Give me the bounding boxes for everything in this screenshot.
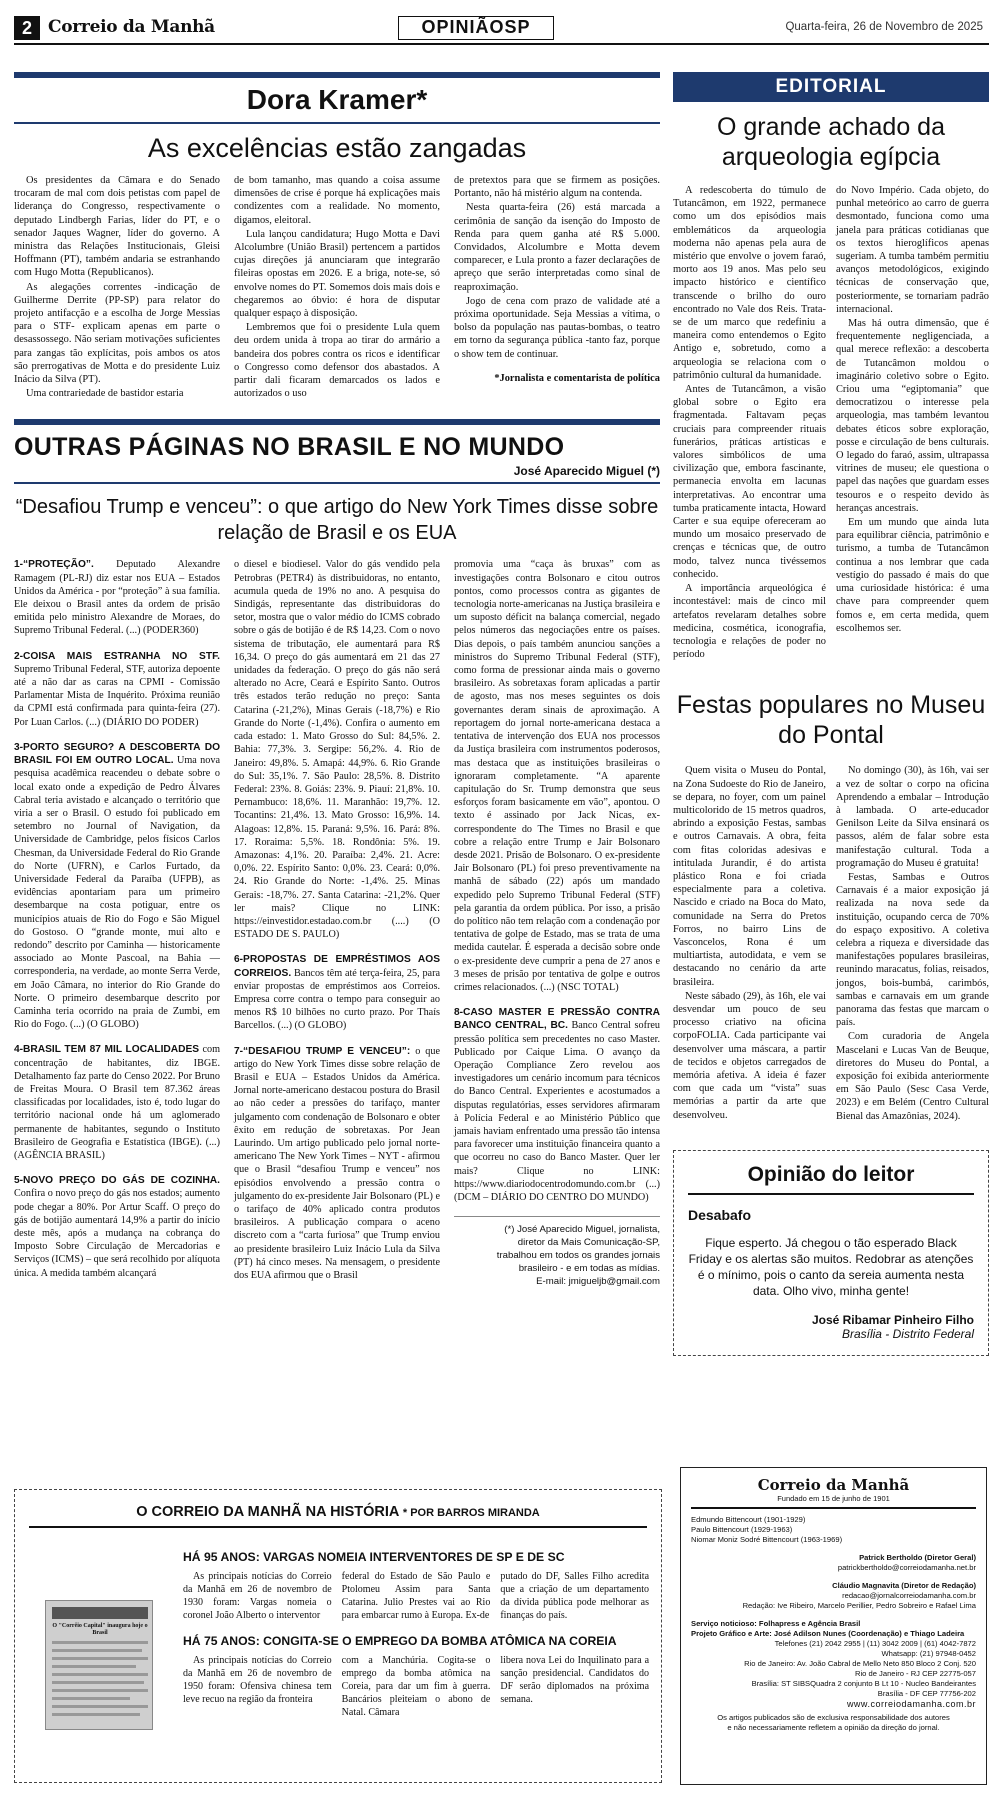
kramer-col-2 <box>234 174 440 401</box>
paragraph: Festas, Sambas e Outros Carnavais é a maior exposição já realizada na nova sede da instituição, ocupando cerca de 70% do espaço expositivo. A coletiva celebra a riqueza e diversidade das manifestações populares brasileiras, reunindo maracatus, folias, reisados, jongos, bois-bumbá, carimbós, sambas e carnavais em um grande panorama das festas que marcam o país. <box>836 871 989 1029</box>
editorial-title: O grande achado da arqueologia egípcia <box>717 113 945 171</box>
director-redacao-email: redacao@jornalcorreiodamanha.com.br <box>842 1590 976 1600</box>
kramer-top-bar <box>14 72 660 78</box>
historia-item-1-head: HÁ 95 ANOS: VARGAS NOMEIA INTERVENTORES DE SP E DE SC <box>183 1550 565 1564</box>
website-link[interactable]: www.correiodamanha.com.br <box>846 1698 976 1709</box>
outras-col-3 <box>454 558 660 1294</box>
founder: Niomar Moniz Sodré Bittencourt (1963-1969) <box>691 1534 843 1544</box>
outras-body <box>14 558 660 1294</box>
festas-col-2 <box>836 764 989 1123</box>
outras-title: OUTRAS PÁGINAS NO BRASIL E NO MUNDO <box>14 433 565 462</box>
kramer-signature: *Jornalista e comentarista de política <box>494 372 660 384</box>
outras-headline: “Desafiou Trump e venceu”: o que artigo do New York Times disse sobre relação de Brasil e os EUA <box>15 496 659 545</box>
historia-box <box>14 1489 662 1783</box>
editorial-col-1 <box>673 184 826 662</box>
news-item: 8-CASO MASTER E PRESSÃO CONTRA BANCO CENTRAL, BC. Banco Central sofreu pressão política sem precedentes no caso Master. Publicado por Caique Lima. O avanço da Operação Compliance Zero revelou aos investigadores um cenário incomum para técnicos do Banco Central. Experientes e acostumados a disputas regulatórias, esses servidores afirmaram à Polícia Federal e ao Ministério Público que jamais haviam enfrentado uma pressão tão intensa para favorecer uma instituição financeira quanto a que ocorreu no caso do Banco Master. Quer ler mais? Clique no LINK: https://www.diariodocentrodomundo.com.br (...) (DCM – DIÁRIO DO CENTRO DO MUNDO) <box>454 1007 660 1203</box>
outras-col-1 <box>14 558 220 1294</box>
contact-line: Brasília: ST SIBSQuadra 2 conjunto B Lt 10 - Nucleo Bandeirantes <box>751 1678 976 1688</box>
servico-noticioso: Serviço noticioso: Folhapress e Agência Brasil <box>691 1618 861 1628</box>
news-item: 3-PORTO SEGURO? A DESCOBERTA DO BRASIL FOI EM OUTRO LOCAL. Uma nova pesquisa acadêmica reacendeu o debate sobre o local exato onde a expedição de Pedro Álvares Cabral teria avistado e alcançado o território que viria a ser o Brasil. O estudo foi publicado em setembro no Journal of Navigation, da Universidade de Cambridge, pelos físicos Carlos Chesman, da Universidade Federal do Rio Grande do Norte (UFRN), e Carlos Furtado, da Universidade Federal da Paraíba (UFPB), as evidências apontariam para um primeiro desembarque na costa potiguar, entre os municípios atuais de Rio do Fogo e São Miguel do Gostoso. O “grande monte, mui alto e redondo” descrito por Caminha — historicamente associado ao Monte Pascoal, na Bahia — corresponderia, na verdade, ao monte Serra Verde, em João Câmara, no interior do Rio Grande do Norte. O primeiro desembarque descrito por Caminha teria ocorrido na praia de Zumbi, em Rio do Fogo. (...) (O GLOBO) <box>14 741 220 1031</box>
expediente-founded: Fundado em 15 de junho de 1901 <box>777 1494 890 1503</box>
paragraph: A importância arqueológica é incontestável: mais de cinco mil artefatos revelaram detalhes sobre medicina, cosmética, iconografia, tecnologia e relações de poder no período <box>673 583 826 661</box>
paragraph: Antes de Tutancâmon, a visão global sobre o Egito era fragmentada. Faltavam peças cruciais para compreender rituais funerários, práticas artísticas e valores simbólicos de uma civilização que, embora fascinante, permanecia envolta em lacunas interpretativas. Ao encontrar uma tumba praticamente intacta, Howard Carter e sua equipe ofereceram ao mundo um mosaico preservado de crenças e técnicas que, de outro modo, talvez nunca tivéssemos conhecido. <box>673 384 826 580</box>
paragraph: Mas há outra dimensão, que é frequentemente negligenciada, a qual merece reflexão: a descoberta de Tutancâmon moldou o imaginário coletivo sobre o Egito. Criou uma “egiptomania” que democratizou o interesse pela arqueologia, mas também levantou debates éticos sobre exploração, posse e circulação de bens culturais. O legado do faraó, assim, ultrapassa vitrines de museu; ele questiona o papel das nações que guardam esses tesouros e o respeito devido às heranças ancestrais. <box>836 318 989 514</box>
paragraph: Lembremos que foi o presidente Lula quem deu ordem unida à tropa ao tirar do armário a bandeira dos pobres contra os ricos e identificar o Congresso como defensor dos abastados. A partir dali ficaram demarcados os lados e autorizados o uso <box>234 322 440 400</box>
old-newspaper-headline: O "Corrêio Capital" inaugura hoje o Brasil <box>52 1623 148 1636</box>
kramer-body <box>14 174 660 401</box>
paragraph: Uma contrariedade de bastidor estaria <box>26 388 184 400</box>
historia-rule <box>29 1526 647 1528</box>
outras-col-2 <box>234 558 440 1294</box>
director-redacao: Cláudio Magnavita (Diretor de Redação) <box>832 1580 976 1590</box>
kramer-col-3 <box>454 174 660 401</box>
kramer-rule <box>14 122 660 124</box>
author-credit: (*) José Aparecido Miguel, jornalista, diretor da Mais Comunicação-SP, trabalhou em todos os grandes jornais brasileiro - e em todas as mídias. E-mail: jmigueljb@gmail.com <box>454 1216 660 1288</box>
expediente-box <box>680 1467 987 1785</box>
disclaimer: e não necessariamente refletem a opinião da direção do jornal. <box>727 1722 940 1732</box>
paragraph: Com curadoria de Angela Mascelani e Lucas Van de Beuque, diretores do Museu do Pontal, a exposição foi exibida anteriormente em São Paulo (Sesc Casa Verde, 2023) e em Belém (Centro Cultural Bienal das Amazônias, 2024). <box>836 1031 989 1122</box>
contact-line: Rio de Janeiro: Av. João Cabral de Mello Neto 850 Bloco 2 Conj. 520 <box>744 1658 976 1668</box>
page-number: 2 <box>14 16 40 40</box>
editorial-body <box>673 184 989 662</box>
leitor-author: José Ribamar Pinheiro Filho <box>811 1312 974 1327</box>
paragraph: No domingo (30), às 16h, vai ser a vez de soltar o corpo na oficina Aprendendo a embalar – Introdução à lambada. O arte-educador Genilson Leite da Silva ensinará os passos, além de falar sobre esta manifestação cultural. Toda a programação do Museu é gratuita! <box>836 765 989 869</box>
news-item: o diesel e biodiesel. Valor do gás vendido pela Petrobras (PETR4) às distribuidoras, no entanto, acumula queda de 19% no ano. A pesquisa do Sindigás, representante das distribuidoras do setor, mostra que o valor médio do ICMS cobrado sobre o gás de botijão é de R$ 14,23. Com o novo sistema de tributação, ele aumentará para R$ 16,34. O preço do gás aumentará em 21 das 27 unidades da federação. O preço do gás não será alterado no Acre, Ceará e Espírito Santo. Outros três estados terão redução no preço: Santa Catarina (-21,2%), Minas Gerais (-18,7%) e Rio Grande do Norte (-1,4%). Confira o aumento em cada estado: 1. Mato Grosso do Sul: 84,5%. 2. Bahia: 77,3%. 3. Sergipe: 56,2%. 4. Rio de Janeiro: 49,8%. 5. Amapá: 44,9%. 6. Rio Grande do Sul: 35,1%. 7. São Paulo: 28,5%. 8. Distrito Federal: 23%. 8. Goiás: 23%. 9. Piauí: 21,8%. 10. Pernambuco: 18,6%. 11. Maranhão: 19,7%. 12. Tocantins: 21,4%. 13. Mato Grosso: 16,9%. 14. Alagoas: 12,8%. 15. Paraná: 9,5%. 16. Pará: 8%. 17. Roraima: 5,5%. 18. Rondônia: 5%. 19. Amazonas: 4,1%. 20. Paraíba: 2,4%. 21. Acre: 0,0%. 22. Espírito Santo: 0,0%. 23. Ceará: 0,0%. 24. Rio Grande do Norte: -1,4%. 25. Minas Gerais: -18,7%. 27. Santa Catarina: -21,2%. Quer ler mais? Clique no LINK: https://einvestidor.estadao.com.br (....) (O ESTADO DE S. PAULO) <box>234 559 440 941</box>
paragraph: Jogo de cena com prazo de validade até a próxima oportunidade. Seja Messias a vítima, o bolso da população nas pautas-bombas, o teatro em torno da segurança pública -tanto faz, porque o show tem de continuar. <box>454 295 660 360</box>
expediente-paper-name: Correio da Manhã <box>757 1476 910 1494</box>
page-header <box>14 16 989 42</box>
paper-name: Correio da Manhã <box>48 17 215 37</box>
news-item: 1-“PROTEÇÃO”. Deputado Alexandre Ramagem (PL-RJ) diz estar nos EUA – Estados Unidos da América - por “proteção” à sua família. Ele deixou o Brasil antes da ordem de prisão emitida pelo ministro Alexandre de Moraes, do Supremo Tribunal Federal. (...) (PODER360) <box>14 559 220 637</box>
author-email: E-mail: jmigueljb@gmail.com <box>536 1276 660 1288</box>
news-item: 2-COISA MAIS ESTRANHA NO STF. Supremo Tribunal Federal, STF, autoriza depoente até a não dar as caras na CPMI - Comissão Parlamentar Mista de Inquérito. Próxima reunião da CPMI está confirmada para quinta-feira (27). Por Luan Carlos. (...) (DIÁRIO DO PODER) <box>14 650 221 728</box>
paragraph: de pretextos para que se firmem as posições. Portanto, não há mistério algum na contenda. <box>454 175 660 200</box>
paragraph: Neste sábado (29), às 16h, ele vai desvendar um pouco de seu processo criativo na oficina corpoFOLIA. Cada participante vai desenvolver uma máscara, a partir de tecidos e objetos carregados de memória afetiva. A ideia é fazer com que cada um “vista” suas memórias a partir da arte que desenvolveu. <box>673 990 826 1121</box>
projeto-grafico: Projeto Gráfico e Arte: José Adilson Nunes (Coordenação) e Thiago Ladeira <box>691 1628 965 1638</box>
news-item: 7-“DESAFIOU TRUMP E VENCEU”: o que artigo do New York Times disse sobre relação de Brasil e EUA – Estados Unidos da América. Jornal norte-americano destacou postura do Brasil ao não ceder a pressões do tarifaço, manter julgamento com condenação de Bolsonaro e obter êxito em redução de sobretaxas. Por Jean Laurindo. Um artigo publicado pelo jornal norte-americano The New York Times – NYT - afirmou que o Brasil “desafiou Trump e venceu” nos episódios envolvendo a pressão contra o julgamento do ex-presidente Jair Bolsonaro (PL) e o tarifaço de 40% aplicado contra produtos brasileiros. A publicação compara o aceno discreto com a “carta furiosa” que Trump enviou ao presidente brasileiro Luiz Inácio Lula da Silva (PT) há cinco meses. Na mensagem, o presidente dos EUA afirmou que o Brasil <box>234 1045 440 1282</box>
paragraph: Lula lançou candidatura; Hugo Motta e Davi Alcolumbre (União Brasil) pertencem a partidos cujas direções já anunciaram que integrarão fileiras opostas em 2026. E a briga, note-se, só envolve nomes do PT. Somemos dois mais dois e chegaremos ao óbvio: é hora de disputar qualquer espaço à disposição. <box>234 228 440 320</box>
festas-title: Festas populares no Museu do Pontal <box>676 691 986 750</box>
section-tag: OPINIÃOSP <box>398 16 554 40</box>
news-item: 4-BRASIL TEM 87 MIL LOCALIDADES com concentração de habitantes, diz IBGE. Detalhamento faz parte do Censo 2022. Por Bruno de Freitas Moura. O Brasil tem 87.362 áreas classificadas por localidades, isto é, todo lugar do território nacional onde há um aglomerado permanente de habitantes, segundo o Instituto Brasileiro de Geografia e Estatística (IBGE). (...) (AGÊNCIA BRASIL) <box>14 1044 220 1161</box>
opiniao-leitor-box <box>673 1150 989 1356</box>
newspaper-masthead-graphic <box>52 1607 148 1619</box>
kramer-author: Dora Kramer* <box>246 84 428 115</box>
founder: Paulo Bittencourt (1929-1963) <box>691 1524 793 1534</box>
leitor-subtitle: Desabafo <box>688 1206 752 1223</box>
contact-line: Whatsapp: (21) 97948-0452 <box>881 1648 976 1658</box>
director-general-email: patrickbertholdo@correiodamanha.net.br <box>837 1562 976 1572</box>
leitor-title: Opinião do leitor <box>747 1162 915 1186</box>
kramer-col-1 <box>14 174 220 401</box>
leitor-text: Fique esperto. Já chegou o tão esperado Black Friday e os alertas são muitos. Redobrar as atenções é o mínimo, pois o canto da sereia aumenta nesta data. Olho vivo, minha gente! <box>688 1235 974 1298</box>
header-date: Quarta-feira, 26 de Novembro de 2025 <box>785 21 983 33</box>
outras-rule <box>14 482 660 484</box>
contact-line: Brasília - DF CEP 77756-202 <box>877 1688 976 1698</box>
news-item: 5-NOVO PREÇO DO GÁS DE COZINHA. Confira o novo preço do gás nos estados; aumento pode chegar a 80%. Por Artur Scaff. O preço do gás de botijão aumentará 14,9% a partir do início deste mês, após a mudança na cobrança do Imposto Sobre Circulação de Mercadorias e Serviços (ICMS) – que será recolhido por alíquota única. A medida também alcançará <box>14 1175 220 1279</box>
director-general: Patrick Bertholdo (Diretor Geral) <box>859 1552 976 1562</box>
outras-top-bar <box>14 419 660 425</box>
old-newspaper-image <box>45 1600 153 1730</box>
contact-line: Telefones (21) 2042 2955 | (11) 3042 2009 | (61) 4042-7872 <box>774 1638 976 1648</box>
paragraph: Os presidentes da Câmara e do Senado trocaram de mal com dois petistas com papel de liderança do Congresso, respectivamente o deputado Lindbergh Farias, líder do PT, e o senador Jaques Wagner, líder do governo. A ministra das Relações Institucionais, Gleisi Hoffmann (PT), também andaria se estranhando com Hugo Motta (Republicanos). <box>14 175 220 279</box>
festas-body <box>673 764 989 1123</box>
paragraph: As alegações correntes -indicação de Guilherme Derrite (PP-SP) para relator do projeto antifacção e a escolha de Jorge Messias para o STF- explicam apenas em parte o desassossego. Não seriam motivações suficientes para zangas tão explícitas, pois ambos os atos são prerrogativas de Motta e do presidente Luiz Inácio da Silva (PT). <box>14 281 220 386</box>
news-item: promovia uma “caça às bruxas” com as investigações contra Bolsonaro e citou outros pontos, como processos contra as gigantes de tecnologia norte-americanas na Justiça brasileira e um suposto déficit na balança comercial, negado pelos números das negociações entre os países. Dias depois, o país também anunciou sanções a ministros do Supremo Tribunal Federal (STF), como forma de pressionar ainda mais o governo brasileiro. As sobretaxas foram aplicadas a partir de agosto, mas nos meses seguintes os dois governantes deram sinais de aproximação. A reportagem do jornal norte-americana destaca a tentativa de intervenção dos EUA nos processos da Justiça brasileira com instrumentos poderosos, mas destaca que as instituições brasileiras o ignoraram completamente. “A aparente capitulação do Sr. Trump demonstra que seus esforços foram basicamente em vão”, apontou. O texto é assinado por Jack Nicas, ex-correspondente do The Times no Brasil e que cobre a relação entre Trump e Jair Bolsonaro desde 2021. Prisão de Bolsonaro. O ex-presidente Jair Bolsonaro (PL) foi preso preventivamente na manhã de sábado (22) após um mandado expedido pelo Supremo Tribunal Federal (STF) pela garantia da ordem pública. Por isso, a prisão do político não tem relação com a condenação por tentativa de golpe de Estado, mas se trata de uma medida cautelar. É esperada a decisão sobre onde o ex-presidente deve cumprir a pena de 27 anos e 3 meses de prisão por tentativa de golpe e outros crimes relacionados. (...) (NSC TOTAL) <box>454 559 660 993</box>
redacao-team: Redação: Ive Ribeiro, Marcelo Perillier, Pedro Sobreiro e Rafael Lima <box>742 1600 976 1610</box>
disclaimer: Os artigos publicados são de exclusiva responsabilidade dos autores <box>717 1712 950 1722</box>
leitor-place: Brasília - Distrito Federal <box>841 1326 974 1341</box>
kramer-title: As excelências estão zangadas <box>147 133 527 163</box>
editorial-col-2 <box>836 184 989 662</box>
paragraph: Quem visita o Museu do Pontal, na Zona Sudoeste do Rio de Janeiro, se depara, no foyer, com um painel multicolorido de 15 metros quadros, abrindo a exposição Festas, sambas e outros Carnavais. A obra, feita com fitas coloridas adesivas e intitulada Jurandir, é do artista plástico Rona e foi criada especialmente para a coletiva. Nascido e criado na Boca do Mato, comunidade na Serra do Pretos Forros, no bairro Lins de Vasconcelos, Rona é um multiartista, autodidata, e vem se destacando no cenário da arte brasileira. <box>673 765 826 988</box>
paragraph: Nesta quarta-feira (26) está marcada a cerimônia de sanção da isenção do Imposto de Renda para quem ganha até R$ 5.000. Convidados, Alcolumbre e Motta devem comparecer, e Lula pronto a fazer declarações de apreço que serão interpretadas como sinal de reaproximação. <box>454 202 660 293</box>
historia-item-2-body: As principais notícias do Correio da Manhã em 26 de novembro de 1950 foram: Ofensiva chinesa tem leve recuo na região da fronteira com a Manchúria. Cogita-se o emprego da bomba atômica na Coreia, para dar um fim à guerra. Bancários pleiteiam o abono de Natal. Câmara libera nova Lei do Inquilinato para a sanção presidencial. Candidatos do DF serão diplomados na próxima semana. <box>183 1655 650 1718</box>
outras-author: José Aparecido Miguel (*) <box>513 464 660 479</box>
contact-line: Rio de Janeiro - RJ CEP 22775-057 <box>854 1668 976 1678</box>
left-column <box>14 72 660 1294</box>
news-item: 6-PROPOSTAS DE EMPRÉSTIMOS AOS CORREIOS. Bancos têm até terça-feira, 25, para enviar propostas de empréstimos aos Correios. Empresa corre contra o tempo para conseguir ao menos R$ 10 bilhões no curto prazo. Por Thaís Barcellos. (...) (O GLOBO) <box>234 954 440 1032</box>
founder: Edmundo Bittencourt (1901-1929) <box>691 1514 806 1524</box>
historia-item-1-body: As principais notícias do Correio da Manhã em 26 de novembro de 1930 foram: Vargas nomeia o coronel João Alberto o interventor federal do Estado de São Paulo e Ptolomeu Assim para Santa Catarina. Julio Prestes vai ao Rio para embarcar rumo à Europa. Ex-de putado do DF, Salles Filho acredita que a criação de um departamento da dívida pública pode melhorar as finanças do país. <box>183 1571 650 1621</box>
paragraph: Em um mundo que ainda luta para equilibrar ciência, patrimônio e turismo, a tumba de Tutancâmon continua a nos lembrar que cada vestígio do passado é mais do que uma curiosidade histórica: é uma chave para compreender quem fomos e, em certa medida, quem escolhemos ser. <box>836 517 989 634</box>
historia-content <box>183 1550 649 1731</box>
paragraph: A redescoberta do túmulo de Tutancâmon, em 1922, permanece como um dos episódios mais emblemáticos da arqueologia moderna não apenas pela aura de mistério que envolve o jovem faraó, morto aos 19 anos. Mas pelo seu impacto histórico e científico transcende o brilho do ouro encontrado no Vale dos Reis. Trata-se de um marco que redefiniu a maneira como entendemos o Egito Antigo e, sobretudo, como a arqueologia se relaciona com o patrimônio cultural da humanidade. <box>673 185 826 381</box>
leitor-rule <box>688 1193 974 1195</box>
header-rule <box>14 43 989 45</box>
festas-col-1 <box>673 764 826 1123</box>
historia-title: O CORREIO DA MANHÃ NA HISTÓRIA * POR BARROS MIRANDA <box>136 1504 540 1520</box>
editorial-tag: EDITORIAL <box>673 72 989 102</box>
paragraph: do Novo Império. Cada objeto, do punhal meteórico ao carro de guerra desmontado, funciona como uma janela para práticas cotidianas que os textos hieroglíficos apenas sugeriam. A tumba também permitiu avanços metodológicos, exigindo técnicas de conservação que, posteriormente, se tornariam padrão internacional. <box>836 185 989 315</box>
paragraph: de bom tamanho, mas quando a coisa assume dimensões de crise é porque há explicações mais condizentes com a realidade. No momento, digamos, eleitoral. <box>234 175 440 226</box>
historia-item-2-head: HÁ 75 ANOS: CONGITA-SE O EMPREGO DA BOMBA ATÔMICA NA COREIA <box>183 1634 617 1648</box>
right-column <box>673 72 989 1356</box>
